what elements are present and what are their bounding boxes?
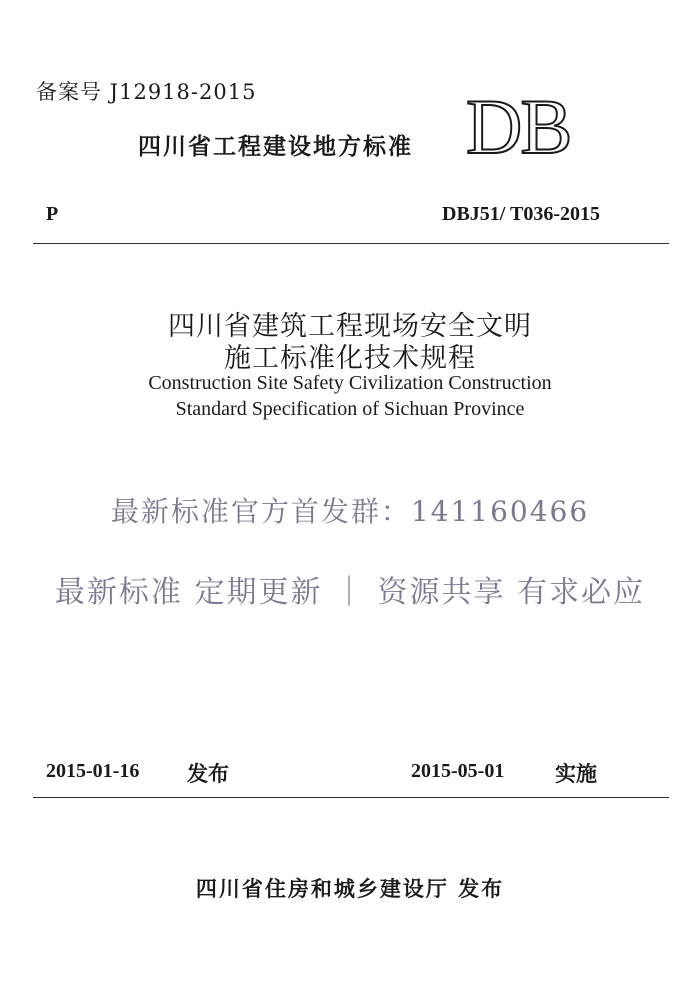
watermark-line2: 最新标准 定期更新 ｜ 资源共享 有求必应: [54, 575, 646, 610]
classification-letter: P: [46, 203, 59, 225]
standard-code: DBJ51/ T036-2015: [442, 203, 600, 225]
bottom-divider: [33, 797, 669, 798]
standard-category: 四川省工程建设地方标准: [138, 134, 413, 160]
db-logo: DB: [466, 83, 571, 170]
title-en-line2: Standard Specification of Sichuan Province: [175, 398, 525, 420]
publish-date: 2015-01-16: [46, 760, 140, 782]
title-cn-line2: 施工标准化技术规程: [224, 343, 476, 374]
watermark-line1: 最新标准官方首发群：141160466: [110, 495, 590, 528]
issuer: 四川省住房和城乡建设厅 发布: [195, 877, 505, 901]
publish-label: 发布: [187, 762, 229, 786]
top-divider: [33, 243, 669, 244]
title-cn-line1: 四川省建筑工程现场安全文明: [168, 311, 532, 342]
title-en-line1: Construction Site Safety Civilization Construction: [148, 372, 552, 394]
record-number: 备案号 J12918-2015: [36, 80, 257, 104]
implement-label: 实施: [555, 762, 597, 786]
implement-date: 2015-05-01: [411, 760, 505, 782]
